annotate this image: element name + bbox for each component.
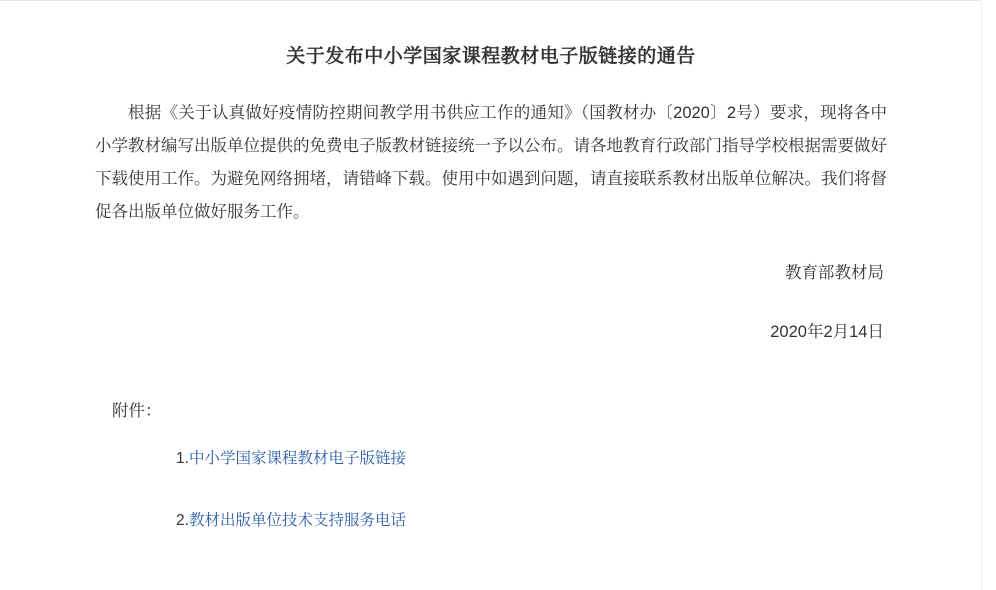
issue-date: 2020年2月14日 [770, 322, 884, 341]
attachment-index: 2. [176, 512, 189, 530]
issuing-department: 教育部教材局 [785, 263, 884, 282]
list-item [176, 447, 982, 472]
page-title: 关于发布中小学国家课程教材电子版链接的通告 [286, 46, 696, 67]
notice-body-paragraph: 根据《关于认真做好疫情防控期间教学用书供应工作的通知》（国教材办〔2020〕2号）要求，现将各中小学教材编写出版单位提供的免费电子版教材链接统一予以公布。请各地教育行政部门指导学校根据需要做好下载使用工作。为避免网络拥堵，请错峰下载。使用中如遇到问题，请直接联系教材出版单位解决。我们将督促各出版单位做好服务工作。 [95, 103, 887, 221]
page-right-margin [981, 0, 996, 590]
date-block [0, 290, 982, 349]
list-item [176, 509, 982, 534]
attachment-link-1[interactable]: 中小学国家课程教材电子版链接 [188, 449, 406, 467]
attachment-list [0, 421, 982, 535]
attachment-link-2[interactable]: 教材出版单位技术支持服务电话 [188, 512, 406, 530]
signature-block [0, 229, 982, 290]
attachment-index: 1. [176, 449, 189, 467]
attachments-label: 附件： [112, 401, 162, 420]
